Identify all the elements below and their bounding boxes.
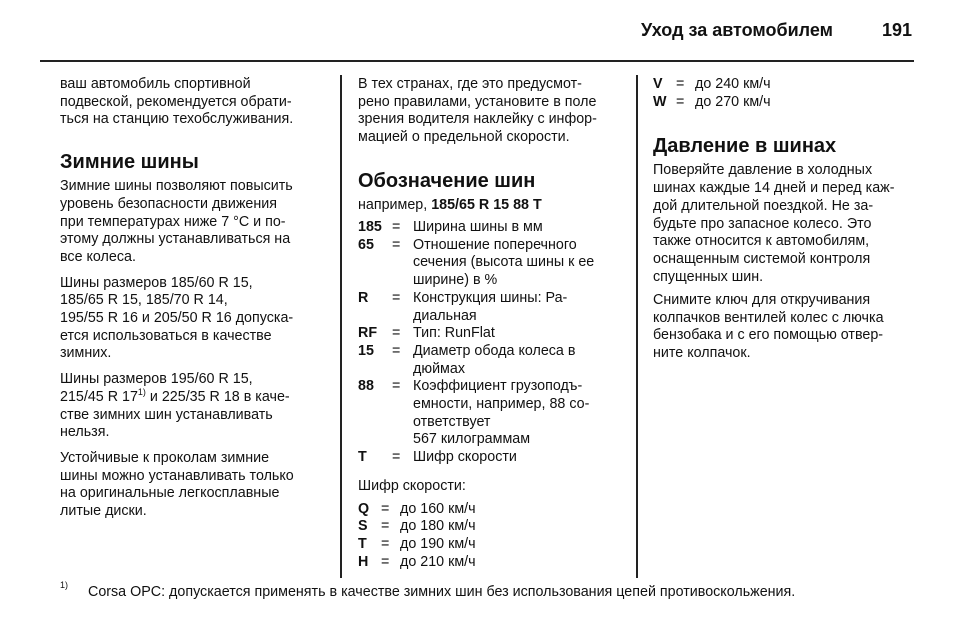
definition-item [358, 554, 628, 572]
example-line [358, 197, 628, 215]
text-line: спущенных шин. [653, 268, 764, 285]
text-line: колпачков вентилей колес с лючка [653, 309, 884, 326]
definition-item [653, 76, 913, 94]
footnote-mark: 1) [60, 580, 69, 590]
text-line: Шифр скорости [413, 449, 517, 466]
text-line: на оригинальные легкосплавные [60, 485, 280, 502]
column-divider [340, 75, 342, 578]
text-line: до 210 км/ч [400, 553, 476, 570]
designation-list [358, 219, 628, 467]
text-line: до 240 км/ч [695, 76, 771, 92]
footnote-text: Corsa OPC: допускается применять в качестве зимних шин без использования цепей противоскольжения. [88, 584, 796, 600]
definition-value [413, 325, 495, 343]
text-line: ваш автомобиль спортивной [60, 76, 251, 92]
definition-item [358, 219, 628, 237]
definition-key: H [358, 553, 369, 570]
column-divider [636, 75, 638, 578]
equals-sign: = [392, 289, 401, 306]
definition-value [413, 378, 589, 449]
text-line: Диаметр обода колеса в [413, 342, 576, 359]
text-line: до 160 км/ч [400, 500, 476, 517]
equals-sign: = [381, 553, 390, 570]
definition-item [358, 343, 628, 378]
definition-value [413, 290, 567, 325]
page-number: 191 [882, 20, 913, 40]
text-line: подвеской, рекомендуется обрати- [60, 93, 292, 110]
definition-value [413, 449, 517, 467]
equals-sign: = [381, 518, 390, 535]
equals-sign: = [392, 342, 401, 359]
definition-value [400, 554, 476, 572]
definition-key: V [653, 76, 663, 92]
definition-item [358, 325, 628, 343]
paragraph [60, 450, 330, 521]
definition-value [695, 76, 771, 94]
text-line: будьте про запасное колесо. Это [653, 215, 872, 232]
text-line: также относится к автомобилям, [653, 233, 870, 250]
intro-paragraph [358, 76, 628, 147]
text-line: 195/55 R 16 и 205/50 R 16 допуска- [60, 310, 294, 327]
definition-value [413, 343, 575, 378]
text-line: оснащенным системой контроля [653, 250, 871, 267]
equals-sign: = [381, 500, 390, 517]
text-line: Шины размеров 185/60 R 15, [60, 274, 253, 291]
text-run: 215/45 R 17 [60, 388, 138, 405]
text-line: зрения водителя наклейку с инфор- [358, 111, 597, 128]
equals-sign: = [392, 378, 401, 395]
page-header-title: Уход за автомобилем [641, 20, 833, 40]
text-line: бензобака и с его помощью отвер- [653, 327, 884, 344]
text-line: Ширина шины в мм [413, 219, 543, 236]
text-line: этому должны устанавливаться на [60, 231, 291, 248]
text-line: Зимние шины позволяют повысить [60, 178, 293, 195]
text-line: ответствует [413, 413, 491, 430]
column-1 [60, 76, 330, 529]
paragraph [60, 275, 330, 364]
section-heading-tire-pressure: Давление в шинах [653, 135, 837, 158]
text-line: шины можно устанавливать только [60, 467, 294, 484]
text-line: сечения (высота шины к ее [413, 254, 595, 271]
text-line: уровень безопасности движения [60, 195, 278, 212]
speed-code-list [653, 76, 913, 111]
definition-value [413, 237, 594, 290]
definition-key: 185 [358, 219, 382, 236]
text-line: 185/65 R 15, 185/70 R 14, [60, 292, 228, 309]
text-line: до 270 км/ч [695, 93, 771, 110]
definition-key: 88 [358, 378, 374, 395]
definition-key: R [358, 289, 369, 306]
definition-item [358, 501, 628, 519]
speed-code-label: Шифр скорости: [358, 478, 466, 495]
example-label: например, [358, 196, 432, 213]
paragraph [653, 162, 913, 286]
text-line: В тех странах, где это предусмот- [358, 76, 582, 92]
text-line: шинах каждые 14 дней и перед каж- [653, 180, 895, 197]
equals-sign: = [676, 93, 685, 110]
text-line: до 180 км/ч [400, 518, 476, 535]
definition-value [400, 501, 476, 519]
paragraph [653, 292, 913, 363]
text-line: стве зимних шин устанавливать [60, 406, 273, 423]
header-rule [40, 60, 914, 62]
definition-key: W [653, 93, 667, 110]
text-line: Тип: RunFlat [413, 325, 495, 342]
text-line: Отношение поперечного [413, 236, 577, 253]
text-line: емности, например, 88 со- [413, 396, 590, 413]
text-line: при температурах ниже 7 °C и по- [60, 213, 286, 230]
text-line: литые диски. [60, 503, 147, 520]
text-line: Коэффициент грузоподъ- [413, 378, 583, 395]
text-line: рено правилами, установите в поле [358, 93, 597, 110]
footnote-ref: 1) [137, 386, 146, 397]
definition-key: RF [358, 325, 378, 342]
text-line: Снимите ключ для откручивания [653, 291, 871, 308]
definition-item [358, 378, 628, 449]
definition-key: T [358, 449, 367, 466]
column-2 [358, 76, 628, 571]
text-line: Конструкция шины: Ра- [413, 289, 568, 306]
column-3 [653, 76, 913, 371]
text-line: 567 килограммам [413, 431, 531, 448]
definition-item [358, 536, 628, 554]
equals-sign: = [381, 535, 390, 552]
equals-sign: = [392, 219, 401, 236]
definition-item [358, 290, 628, 325]
text-line: ните колпачок. [653, 344, 751, 361]
text-line: Поверяйте давление в холодных [653, 162, 873, 179]
paragraph [60, 371, 330, 442]
definition-item [358, 237, 628, 290]
equals-sign: = [676, 76, 685, 92]
text-line: нельзя. [60, 424, 110, 441]
definition-key: 15 [358, 342, 374, 359]
text-line: все колеса. [60, 248, 136, 265]
definition-key: S [358, 518, 368, 535]
text-line: ться на станцию техобслуживания. [60, 111, 294, 128]
section-heading-tire-designation: Обозначение шин [358, 169, 536, 192]
text-line: дой длительной поездкой. Не за- [653, 197, 874, 214]
text-line: до 190 км/ч [400, 535, 476, 552]
equals-sign: = [392, 236, 401, 253]
text-line [60, 386, 330, 407]
text-line: мацией о предельной скорости. [358, 129, 570, 146]
definition-key: 65 [358, 236, 374, 253]
definition-item [653, 94, 913, 112]
definition-item [358, 518, 628, 536]
text-line: зимних. [60, 345, 112, 362]
intro-paragraph [60, 76, 330, 129]
text-run: и 225/35 R 18 в каче- [145, 388, 290, 405]
text-line: дюймах [413, 360, 465, 377]
example-value: 185/65 R 15 88 T [431, 196, 542, 213]
section-heading-winter-tires: Зимние шины [60, 151, 199, 174]
definition-value [695, 94, 771, 112]
text-line: Устойчивые к проколам зимние [60, 449, 270, 466]
text-line: диальная [413, 307, 477, 324]
equals-sign: = [392, 449, 401, 466]
paragraph [60, 178, 330, 267]
definition-value [400, 518, 476, 536]
definition-value [400, 536, 476, 554]
definition-key: Q [358, 500, 370, 517]
text-line: ется использоваться в качестве [60, 327, 272, 344]
text-line: ширине) в % [413, 272, 498, 289]
text-line: Шины размеров 195/60 R 15, [60, 371, 253, 388]
definition-item [358, 449, 628, 467]
equals-sign: = [392, 325, 401, 342]
definition-key: T [358, 535, 367, 552]
speed-code-list [358, 501, 628, 572]
definition-value [413, 219, 543, 237]
